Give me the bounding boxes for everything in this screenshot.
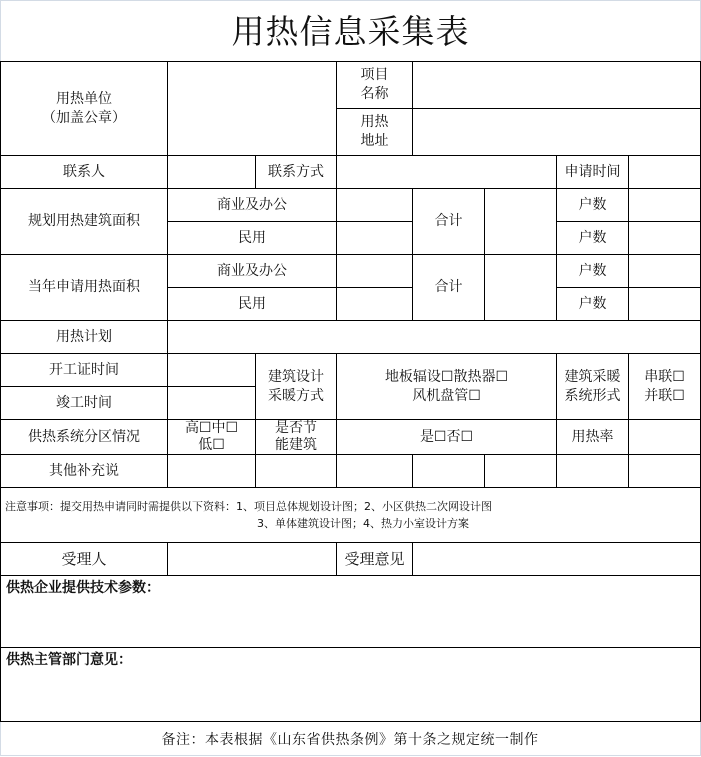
- contact-person-label: 联系人: [1, 156, 168, 189]
- address-label: 用热 地址: [337, 109, 413, 156]
- apply-time-label: 申请时间: [557, 156, 629, 189]
- apply-time-input[interactable]: [629, 156, 701, 189]
- current-commercial-households-label: 户数: [557, 255, 629, 288]
- other-notes-cell-4[interactable]: [413, 455, 485, 488]
- authority-opinion-box[interactable]: 供热主管部门意见：: [1, 648, 701, 722]
- heat-plan-label: 用热计划: [1, 321, 168, 354]
- current-total-label: 合计: [413, 255, 485, 321]
- planned-residential-label: 民用: [168, 222, 337, 255]
- current-commercial-input[interactable]: [337, 255, 413, 288]
- zoning-label: 供热系统分区情况: [1, 420, 168, 455]
- energy-saving-options[interactable]: 是☐否☐: [337, 420, 557, 455]
- permit-time-label: 开工证时间: [1, 354, 168, 387]
- planned-residential-input[interactable]: [337, 222, 413, 255]
- current-residential-label: 民用: [168, 288, 337, 321]
- heat-info-form: [0, 61, 701, 722]
- planned-residential-households-input[interactable]: [629, 222, 701, 255]
- notice-box: [1, 488, 701, 543]
- design-heating-label: 建筑设计 采暖方式: [256, 354, 337, 420]
- current-commercial-label: 商业及办公: [168, 255, 337, 288]
- current-residential-households-label: 户数: [557, 288, 629, 321]
- planned-commercial-label: 商业及办公: [168, 189, 337, 222]
- opinion-input[interactable]: [413, 543, 701, 576]
- other-notes-cell-7[interactable]: [629, 455, 701, 488]
- planned-commercial-households-input[interactable]: [629, 189, 701, 222]
- system-form-options[interactable]: [629, 354, 701, 420]
- planned-commercial-households-label: 户数: [557, 189, 629, 222]
- address-input[interactable]: [413, 109, 701, 156]
- notice-line-1: 注意事项：提交用热申请同时需提供以下资料：1、项目总体规划设计图；2、小区供热二次网设计图: [5, 500, 492, 513]
- other-notes-cell-2[interactable]: [256, 455, 337, 488]
- current-total-input[interactable]: [485, 255, 557, 321]
- project-name-label: 项目 名称: [337, 62, 413, 109]
- contact-person-input[interactable]: [168, 156, 256, 189]
- heating-method-options[interactable]: 地板辐设☐散热器☐ 风机盘管☐: [337, 354, 557, 420]
- system-form-label: 建筑采暖 系统形式: [557, 354, 629, 420]
- other-notes-cell-1[interactable]: [168, 455, 256, 488]
- planned-commercial-input[interactable]: [337, 189, 413, 222]
- other-notes-label: 其他补充说: [1, 455, 168, 488]
- form-title: 用热信息采集表: [231, 12, 470, 51]
- heat-plan-input[interactable]: [168, 321, 701, 354]
- heat-rate-label: 用热率: [557, 420, 629, 455]
- project-name-input[interactable]: [413, 62, 701, 109]
- footer-remark: 备注：本表根据《山东省供热条例》第十条之规定统一制作: [161, 732, 539, 748]
- other-notes-cell-3[interactable]: [337, 455, 413, 488]
- completion-time-input[interactable]: [168, 387, 256, 420]
- handler-input[interactable]: [168, 543, 337, 576]
- parallel-checkbox[interactable]: 并联☐: [644, 387, 685, 404]
- opinion-label: 受理意见: [337, 543, 413, 576]
- tech-params-box[interactable]: 供热企业提供技术参数：: [1, 576, 701, 648]
- other-notes-cell-6[interactable]: [557, 455, 629, 488]
- unit-input[interactable]: [168, 62, 337, 156]
- current-residential-households-input[interactable]: [629, 288, 701, 321]
- contact-method-label: 联系方式: [256, 156, 337, 189]
- handler-label: 受理人: [1, 543, 168, 576]
- planned-area-label: 规划用热建筑面积: [1, 189, 168, 255]
- planned-residential-households-label: 户数: [557, 222, 629, 255]
- planned-total-label: 合计: [413, 189, 485, 255]
- contact-method-input[interactable]: [337, 156, 557, 189]
- energy-saving-label: 是否节 能建筑: [256, 420, 337, 455]
- other-notes-cell-5[interactable]: [485, 455, 557, 488]
- current-commercial-households-input[interactable]: [629, 255, 701, 288]
- permit-time-input[interactable]: [168, 354, 256, 387]
- series-checkbox[interactable]: 串联☐: [644, 368, 685, 385]
- notice-line-2: 3、单体建筑设计图；4、热力小室设计方案: [257, 517, 469, 530]
- current-area-label: 当年申请用热面积: [1, 255, 168, 321]
- unit-label: 用热单位 （加盖公章）: [1, 62, 168, 156]
- current-residential-input[interactable]: [337, 288, 413, 321]
- heat-rate-input[interactable]: [629, 420, 701, 455]
- zone-options[interactable]: 高☐中☐ 低☐: [168, 420, 256, 455]
- planned-total-input[interactable]: [485, 189, 557, 255]
- completion-time-label: 竣工时间: [1, 387, 168, 420]
